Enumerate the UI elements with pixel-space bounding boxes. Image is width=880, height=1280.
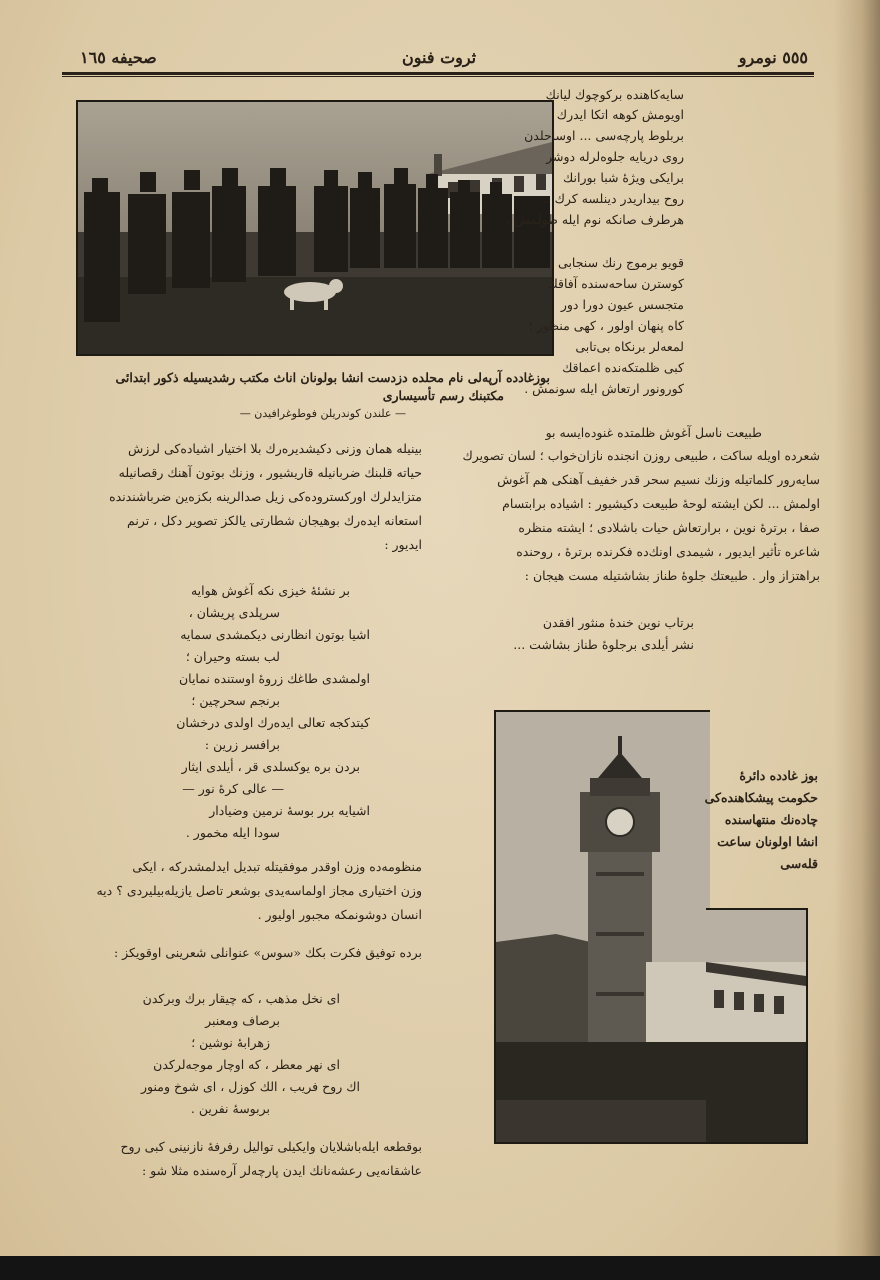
verse-line: برنجم سحرچین ؛ xyxy=(191,693,280,708)
verse-line: اولمشدی طاغك زروهٔ اوستنده نمایان xyxy=(178,671,370,686)
text-line: شاعره تأثیر ایدیور ، شیمدی اونك‌ده فکرنده برترهٔ ، روحنده xyxy=(516,544,820,559)
text-line: اولمش ... لکن ایشته لوحهٔ طبیعت دکیشیور : اشیاده برابتسام xyxy=(502,496,820,511)
verse-line: برایکی ویژهٔ شبا بورانك xyxy=(562,170,684,185)
group-photo-caption-1: بوزغادده آرپه‌لی نام محلده دزدست انشا بولونان اناث مکتب رشدیسیله ذکور ابتدائی xyxy=(115,370,550,385)
text-line: حیاته قلبنك ضربانیله قاریشیور ، وزنك بوتون آهنك رقصانیله xyxy=(118,465,422,480)
verse-line: سودا ایله مخمور . xyxy=(185,825,280,840)
text-line: منظومه‌ده وزن اوقدر موفقیتله تبدیل ایدلمشدرکه ، ایکی xyxy=(132,859,422,874)
text-line: انسان دوشونمکه مجبور اولیور . xyxy=(257,907,422,922)
verse-line: برافسر زرین : xyxy=(204,737,280,752)
text-line: صفا ، برترهٔ نوین ، برارتعاش حیات باشلادی ؛ ایشته منظره xyxy=(518,520,820,535)
text-line: عاشقانه‌یی رعشه‌نانك ایدن پارچه‌لر آره‌سنده مثلا شو : xyxy=(141,1163,422,1178)
verse-line: برتاب نوین خندهٔ منثور افقدن xyxy=(542,615,694,630)
verse-line: روح بیداریدر دینلسه کرك ... xyxy=(538,191,684,206)
verse-line: بردن بره یوکسلدی قر ، أیلدی ایثار xyxy=(181,759,360,774)
verse-line: زهرابهٔ نوشین ؛ xyxy=(191,1035,270,1050)
text-line: ایدیور : xyxy=(384,537,422,552)
caption-line: بوز غادده دائرهٔ xyxy=(739,768,818,783)
group-photo-credit: — علندن کوندریلن فوطوغرافیدن — xyxy=(239,407,406,420)
verse-line: متجسس عیون دورا دور xyxy=(560,297,684,312)
verse-line: هرطرف صانکه نوم ایله طولمش . xyxy=(506,212,684,227)
verse-line: اشیایه برر بوسهٔ نرمین وضیادار xyxy=(209,803,370,818)
page-header xyxy=(62,44,814,74)
text-line: طبیعت ناسل آغوش ظلمتده غنوده‌ایسه بو xyxy=(545,425,762,440)
caption-line: چاده‌نك منتهاسنده xyxy=(724,812,818,827)
text-line: سایه‌رور کلماتیله وزنك نسیم سحر قدر خفیف آهنکی هم آغوش xyxy=(497,472,820,487)
caption-line: حکومت پیشکاهنده‌کی xyxy=(704,790,818,805)
caption-line: قله‌سی xyxy=(780,856,818,871)
verse-line: اویومش کوهه اتکا ایدرك xyxy=(556,107,684,122)
issue-number: ٥٥٥ نومرو xyxy=(738,48,808,67)
verse-line: بربوسهٔ نفرین . xyxy=(190,1101,270,1116)
verse-line: ای نهر معطر ، که اوچار موجه‌لرکدن xyxy=(153,1057,340,1072)
clock-tower-photo-extension xyxy=(706,908,808,1144)
header-rule xyxy=(62,72,814,75)
verse-line: سرپلدی پریشان ، xyxy=(188,605,280,620)
verse-line: لب بسته وحیران ؛ xyxy=(185,649,280,664)
text-line: وزن اختیاری مجاز اولماسه‌یدی بوشعر تاصل یازیله‌بیلیردی ؟ دیه xyxy=(96,883,422,898)
text-line: بوقطعه ایله‌باشلایان وایکیلی توالیل رفرفهٔ نازنینی کبی روح xyxy=(120,1139,422,1154)
text-line: استعانه ایده‌رك بوهیجان شطارتی یالکز تصویر دکل ، ترنم xyxy=(127,513,422,528)
verse-line: نشر أیلدی برجلوهٔ طناز بشاشت ... xyxy=(513,637,694,652)
verse-line: اشیا بوتون انظارنی دیکمشدی سمایه xyxy=(180,627,370,642)
verse-line: کوسترن ساحه‌سنده آفاقك xyxy=(547,276,684,291)
verse-line: قویو برموج رنك سنجابی xyxy=(558,255,684,270)
verse-line: کیتدکجه تعالی ایده‌رك اولدی درخشان xyxy=(176,715,370,730)
verse-line: بربلوط پارچه‌سی ... اوساحلدن xyxy=(524,128,684,143)
group-photo-caption-2: مکتبنك رسم تأسیساری xyxy=(382,388,504,403)
verse-line: کورونور ارتعاش ایله سونمش . xyxy=(524,381,684,396)
verse-line: بر نشئهٔ خیزی نکه آغوش هوایه xyxy=(190,583,350,598)
text-line: براهتزاز وار . طبیعتك جلوهٔ طناز بشاشتیله مست هیجان : xyxy=(524,568,820,583)
text-line: شعرده اویله ساکت ، طبیعی روزن انجنده نازان‌خواب ؛ لسان تصویرك xyxy=(462,448,820,463)
clock-tower-illustration-right xyxy=(706,910,806,1142)
group-photo xyxy=(76,100,554,356)
clock-tower-illustration-left xyxy=(496,712,710,1142)
text-line: بینیله همان وزنی دکیشدیره‌رك بلا اختیار اشیاده‌کی لرزش xyxy=(127,441,422,456)
clock-tower-photo xyxy=(494,710,710,1144)
caption-line: انشا اولونان ساعت xyxy=(717,834,818,849)
verse-line: کاه پنهان اولور ، کهی منظور ؛ xyxy=(528,318,684,333)
verse-line: لمعه‌لر برنکاه بی‌تابی xyxy=(575,339,684,354)
verse-line: روی دریایه جلوه‌لرله دوشر xyxy=(546,149,684,164)
verse-line: کبی ظلمتکه‌نده اعماقك xyxy=(562,360,684,375)
journal-title: ثروت فنون xyxy=(402,48,477,67)
verse-line: برصاف ومعنبر xyxy=(205,1013,280,1028)
text-line: برده توفیق فکرت بکك «سوس» عنوانلی شعرینی اوقویکز : xyxy=(113,945,422,960)
verse-line: ای نخل مذهب ، که چیقار برك وبرکدن xyxy=(142,991,340,1006)
verse-line: اك روح فریب ، الك کوزل ، ای شوخ ومنور xyxy=(141,1079,360,1094)
scan-bottom-border xyxy=(0,1256,880,1280)
page-number: صحیفه ١٦٥ xyxy=(80,48,157,67)
verse-line: — عالی کرهٔ نور — xyxy=(182,781,284,796)
verse-line: سایه‌کاهنده برکوچوك لیانك xyxy=(545,87,684,102)
page-edge-shadow xyxy=(834,0,880,1280)
header-rule-thin xyxy=(62,76,814,77)
group-photo-illustration xyxy=(78,102,552,354)
text-line: متزایدلرك اورکستروده‌کی زیل صدالرینه بکزه‌ین ضرباشندنده xyxy=(109,489,422,504)
